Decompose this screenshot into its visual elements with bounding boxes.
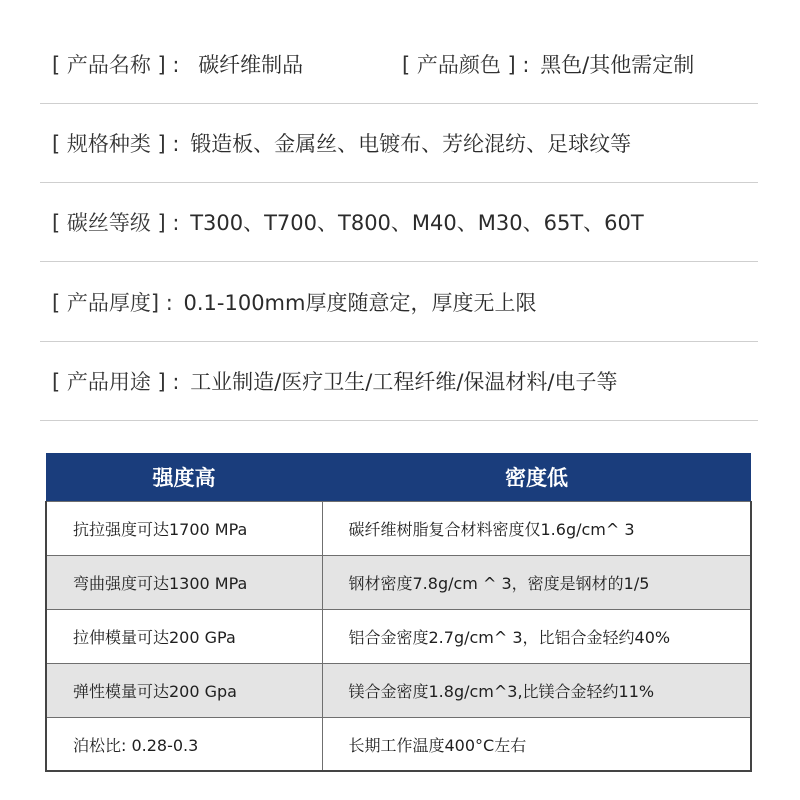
product-name-value: 碳纤维制品 (198, 53, 304, 77)
product-color-value: 黑色/其他需定制 (540, 53, 695, 77)
table-header-row (46, 453, 751, 502)
spec-types-field (52, 105, 631, 183)
spec-row-fiber-grade (40, 184, 758, 262)
product-name-label: [ 产品名称 ] : (52, 53, 180, 77)
fiber-grade-field (52, 184, 644, 262)
thickness-field (52, 264, 536, 342)
usage-value: 工业制造/医疗卫生/工程纤维/保温材料/电子等 (190, 370, 618, 394)
spec-row-usage (40, 343, 758, 421)
table-row (46, 502, 751, 556)
table-cell: 拉伸模量可达200 GPa (46, 610, 322, 664)
table-row (46, 556, 751, 610)
table-cell: 碳纤维树脂复合材料密度仅1.6g/cm^ 3 (322, 502, 751, 556)
thickness-label: [ 产品厚度] : (52, 291, 173, 315)
table-cell: 镁合金密度1.8g/cm^3,比镁合金轻约11% (322, 664, 751, 718)
table-cell: 长期工作温度400°C左右 (322, 718, 751, 772)
table-cell: 钢材密度7.8g/cm ^ 3，密度是钢材的1/5 (322, 556, 751, 610)
product-name-field (52, 26, 303, 104)
table-cell: 弹性模量可达200 Gpa (46, 664, 322, 718)
spec-row-name-color (40, 26, 758, 104)
fiber-grade-value: T300、T700、T800、M40、M30、65T、60T (190, 211, 644, 235)
fiber-grade-label: [ 碳丝等级 ] : (52, 211, 180, 235)
product-color-label: [ 产品颜色 ] : (402, 53, 530, 77)
spec-types-label: [ 规格种类 ] : (52, 132, 180, 156)
usage-field (52, 343, 618, 421)
spec-row-types (40, 105, 758, 183)
table-cell: 铝合金密度2.7g/cm^ 3，比铝合金轻约40% (322, 610, 751, 664)
spec-types-value: 锻造板、金属丝、电镀布、芳纶混纺、足球纹等 (190, 132, 632, 156)
thickness-value: 0.1-100mm厚度随意定，厚度无上限 (183, 291, 537, 315)
usage-label: [ 产品用途 ] : (52, 370, 180, 394)
header-low-density: 密度低 (322, 453, 751, 502)
product-color-field (402, 26, 694, 104)
table-cell: 抗拉强度可达1700 MPa (46, 502, 322, 556)
spec-row-thickness (40, 264, 758, 342)
table-row (46, 610, 751, 664)
table-row (46, 664, 751, 718)
table-cell: 弯曲强度可达1300 MPa (46, 556, 322, 610)
header-high-strength: 强度高 (46, 453, 322, 502)
table-cell: 泊松比: 0.28-0.3 (46, 718, 322, 772)
properties-table (45, 453, 752, 772)
table-row (46, 718, 751, 772)
